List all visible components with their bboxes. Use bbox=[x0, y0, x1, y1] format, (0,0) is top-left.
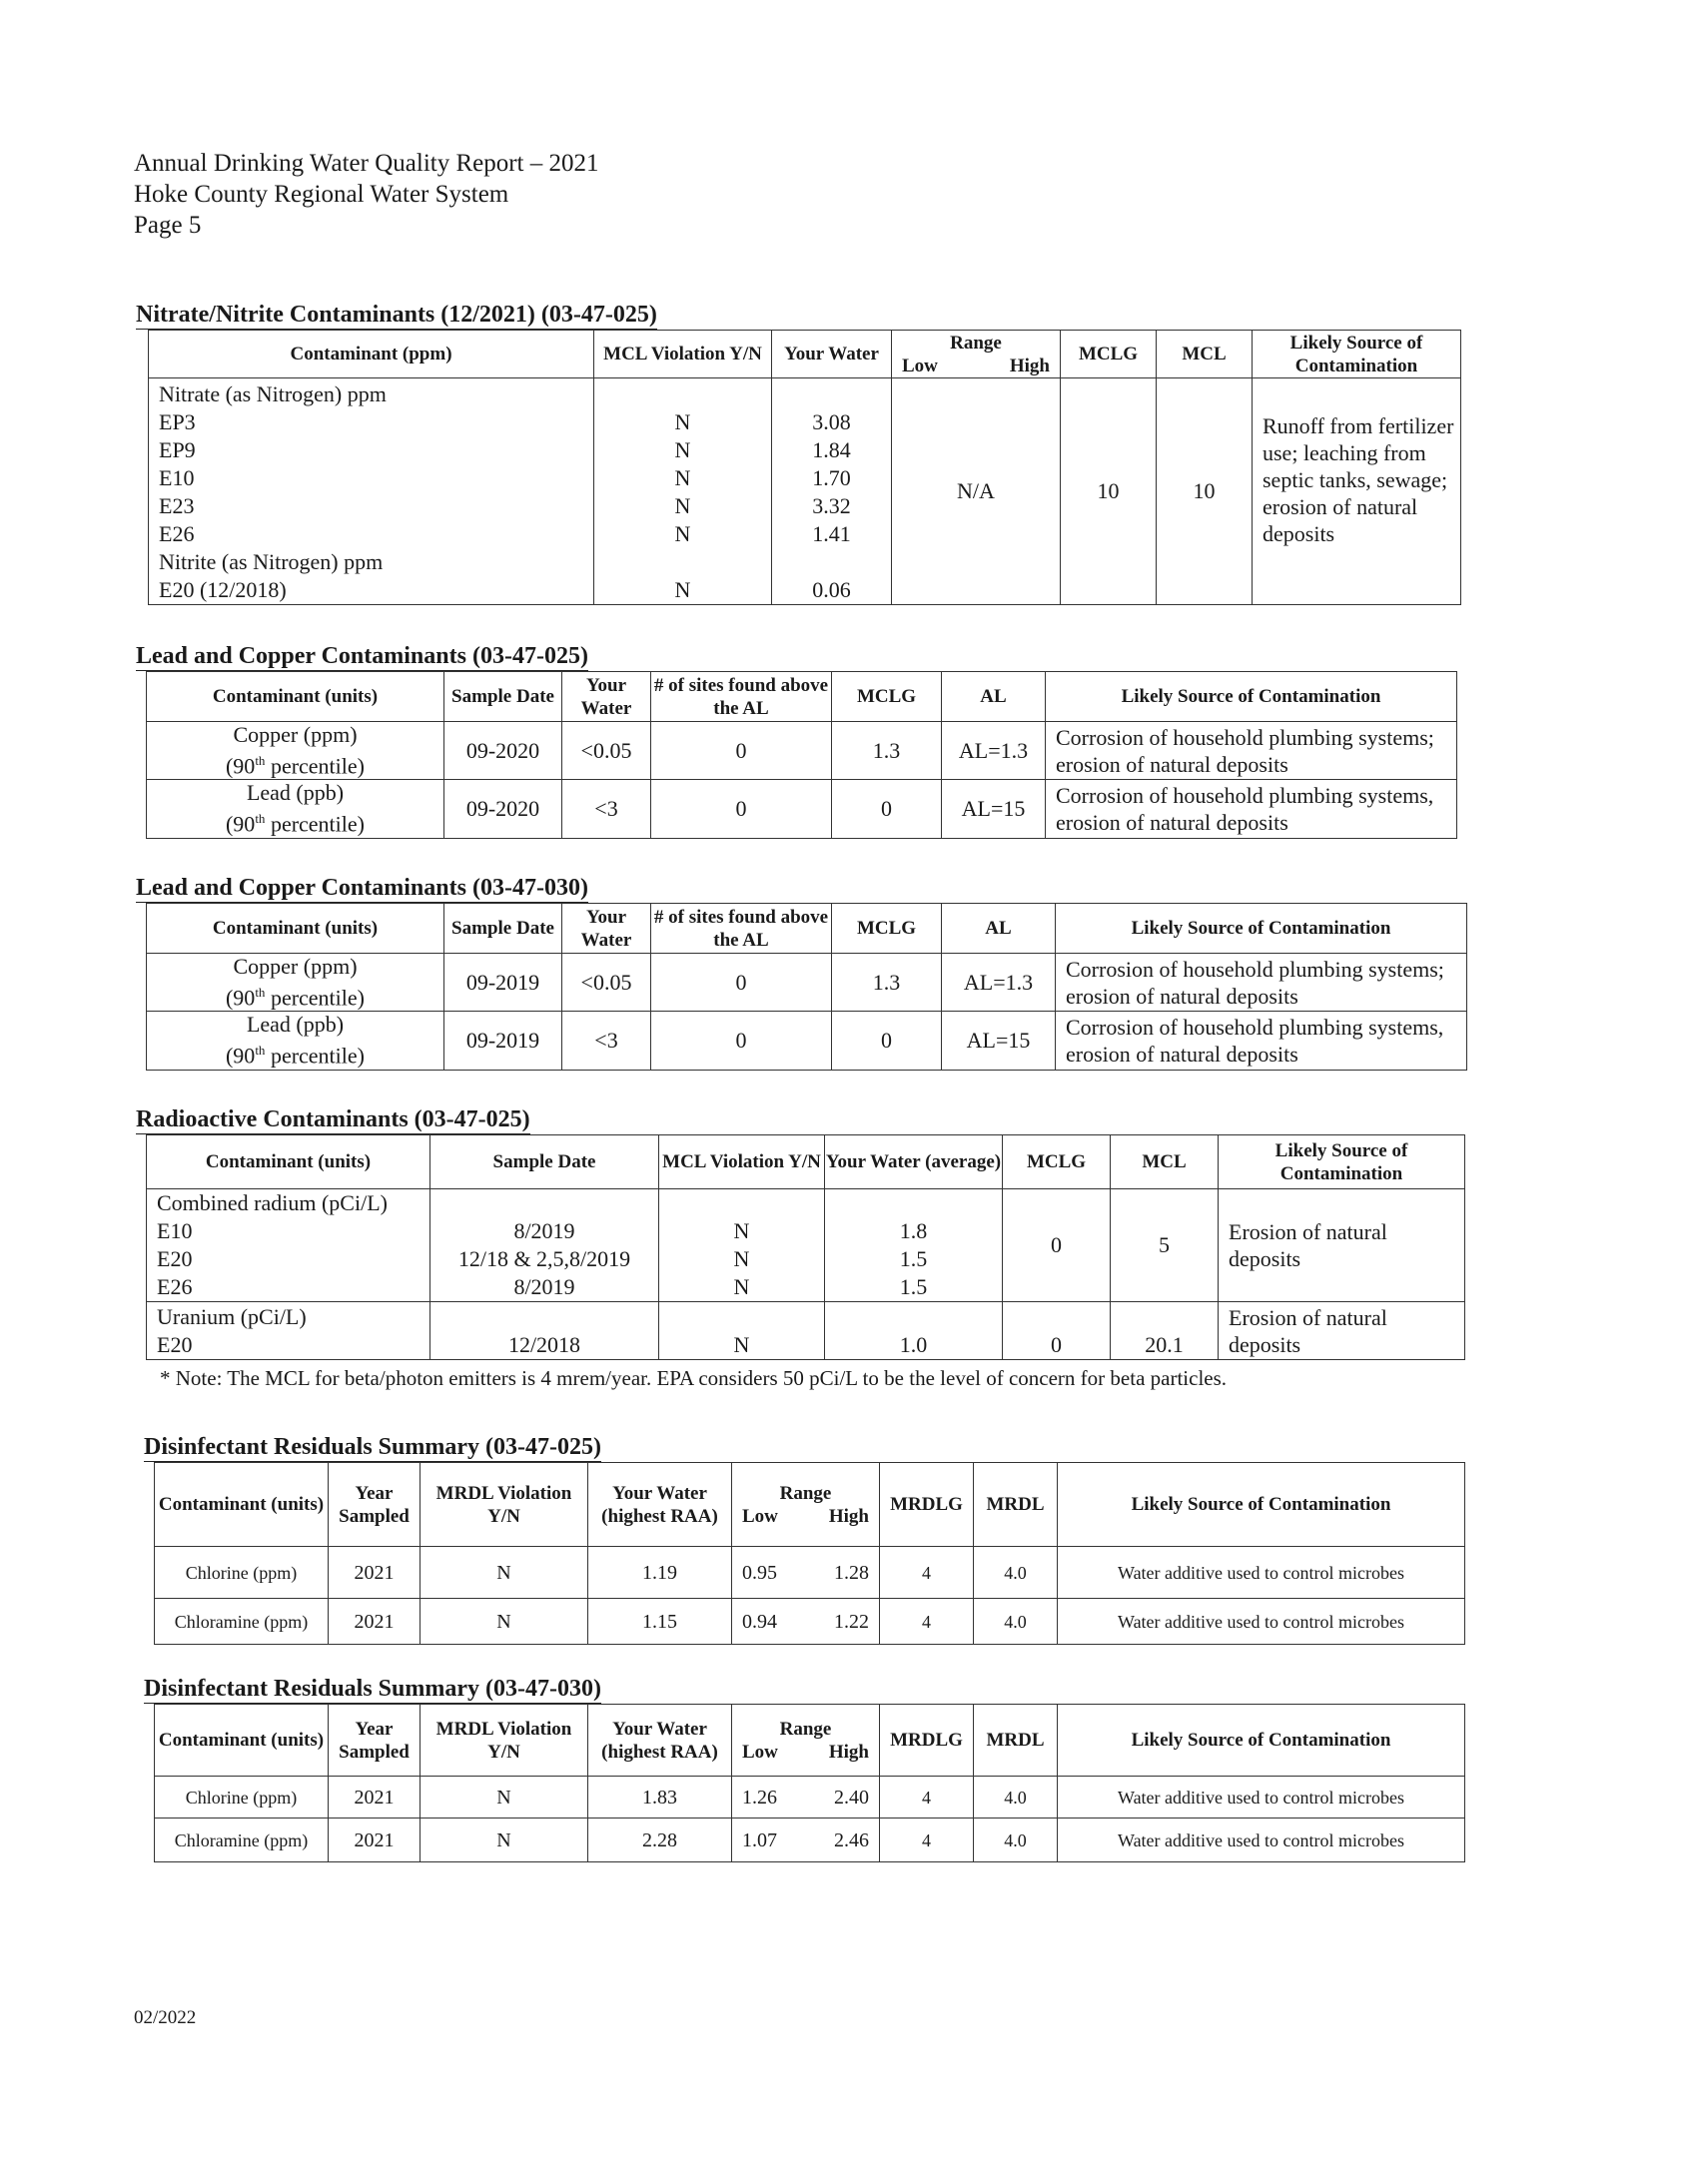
violation-value: N bbox=[674, 521, 691, 546]
nitrate-title: Nitrate/Nitrite Contaminants (12/2021) (03-47-025) bbox=[136, 302, 657, 328]
source-cell: Corrosion of household plumbing systems; erosion of natural deposits bbox=[1046, 722, 1457, 780]
table-row bbox=[147, 1189, 1465, 1302]
water-value: 1.84 bbox=[812, 437, 851, 462]
col-mrdl-violation: MRDL Violation Y/N bbox=[421, 1705, 588, 1777]
col-range bbox=[892, 331, 1061, 378]
contaminant-cell: Chloramine (ppm) bbox=[155, 1599, 329, 1645]
col-sample-date: Sample Date bbox=[444, 672, 562, 722]
contaminant-name: Lead (ppb) bbox=[246, 1012, 345, 1038]
list-item: EP9 bbox=[159, 437, 196, 462]
range-low-label: Low bbox=[742, 1741, 778, 1763]
nitrate-section bbox=[134, 302, 1461, 605]
nitrate-names-cell bbox=[149, 378, 594, 605]
contaminant-name: Copper (ppm) bbox=[233, 722, 358, 747]
water-cell: 2.28 bbox=[588, 1819, 732, 1862]
range-low: 1.07 bbox=[742, 1828, 777, 1851]
year-cell: 2021 bbox=[329, 1599, 421, 1645]
water-cell: 1.83 bbox=[588, 1777, 732, 1819]
violation-value: N bbox=[674, 437, 691, 462]
range-label: Range bbox=[779, 1482, 832, 1504]
col-mcl: MCL bbox=[1157, 331, 1253, 378]
water-value: 3.08 bbox=[812, 409, 851, 434]
range-high: 2.40 bbox=[834, 1786, 869, 1809]
col-contaminant: Contaminant (units) bbox=[147, 904, 444, 954]
nitrate-violation-cell bbox=[594, 378, 772, 605]
water-value: 1.70 bbox=[812, 465, 851, 490]
table-row bbox=[155, 1777, 1465, 1819]
page-number: Page 5 bbox=[134, 212, 202, 239]
water-value: 0.06 bbox=[812, 577, 851, 602]
dis025-section bbox=[142, 1434, 1465, 1645]
table-row bbox=[147, 954, 1467, 1012]
mrdlg-cell: 4 bbox=[880, 1599, 974, 1645]
col-mrdl: MRDL bbox=[974, 1705, 1058, 1777]
range-low: 0.95 bbox=[742, 1561, 777, 1584]
col-al: AL bbox=[942, 672, 1046, 722]
contaminant-cell bbox=[147, 1012, 444, 1070]
radium-mcl-cell: 5 bbox=[1111, 1189, 1219, 1302]
col-mrdl: MRDL bbox=[974, 1463, 1058, 1547]
col-source: Likely Source of Contamination bbox=[1058, 1705, 1465, 1777]
al-cell: AL=1.3 bbox=[942, 722, 1046, 780]
range-label: Range bbox=[950, 332, 1002, 354]
col-your-water: Your Water bbox=[772, 331, 892, 378]
range-low-label: Low bbox=[742, 1505, 778, 1527]
col-contaminant: Contaminant (units) bbox=[147, 1135, 430, 1189]
violation-value: N bbox=[733, 1218, 750, 1243]
source-cell: Corrosion of household plumbing systems; erosion of natural deposits bbox=[1056, 954, 1467, 1012]
col-sites: # of sites found above the AL bbox=[651, 904, 832, 954]
range-cell bbox=[732, 1599, 880, 1645]
col-mrdlg: MRDLG bbox=[880, 1705, 974, 1777]
uranium-mclg-cell: 0 bbox=[1003, 1302, 1111, 1360]
range-label: Range bbox=[779, 1718, 832, 1740]
sample-date-cell: 09-2019 bbox=[444, 954, 562, 1012]
report-header bbox=[134, 148, 599, 241]
range-low: 1.26 bbox=[742, 1786, 777, 1809]
violation-value: N bbox=[733, 1246, 750, 1271]
col-mclg: MCLG bbox=[832, 904, 942, 954]
nitrate-source-cell: Runoff from fertilizer use; leaching from septic tanks, sewage; erosion of natural deposits bbox=[1253, 378, 1461, 605]
dis030-title: Disinfectant Residuals Summary (03-47-030) bbox=[144, 1676, 601, 1702]
violation-value: N bbox=[674, 493, 691, 518]
table-row bbox=[155, 1547, 1465, 1599]
sites-cell: 0 bbox=[651, 780, 832, 838]
col-mcl-violation: MCL Violation Y/N bbox=[659, 1135, 825, 1189]
mrdl-cell: 4.0 bbox=[974, 1599, 1058, 1645]
source-cell: Water additive used to control microbes bbox=[1058, 1819, 1465, 1862]
violation-value bbox=[594, 548, 771, 576]
col-source: Likely Source of Contamination bbox=[1219, 1135, 1465, 1189]
list-item: E20 bbox=[157, 1331, 193, 1357]
water-value: 3.32 bbox=[812, 493, 851, 518]
nitrate-water-cell bbox=[772, 378, 892, 605]
mclg-cell: 0 bbox=[832, 780, 942, 838]
radium-water-cell bbox=[825, 1189, 1003, 1302]
lead025-table bbox=[146, 671, 1457, 839]
lead025-title: Lead and Copper Contaminants (03-47-025) bbox=[136, 643, 588, 669]
range-low-label: Low bbox=[902, 355, 938, 376]
dis030-table bbox=[154, 1704, 1465, 1862]
col-range bbox=[732, 1463, 880, 1547]
lead030-section bbox=[134, 875, 1467, 1071]
system-name: Hoke County Regional Water System bbox=[134, 181, 509, 208]
water-cell: 1.19 bbox=[588, 1547, 732, 1599]
col-contaminant: Contaminant (units) bbox=[147, 672, 444, 722]
water-value: 1.8 bbox=[899, 1218, 928, 1243]
col-mclg: MCLG bbox=[1003, 1135, 1111, 1189]
list-item: E23 bbox=[159, 493, 195, 518]
mrdl-cell: 4.0 bbox=[974, 1547, 1058, 1599]
nitrate-table bbox=[148, 330, 1461, 605]
col-year: Year Sampled bbox=[329, 1463, 421, 1547]
mrdlg-cell: 4 bbox=[880, 1547, 974, 1599]
source-cell: Water additive used to control microbes bbox=[1058, 1599, 1465, 1645]
source-cell: Water additive used to control microbes bbox=[1058, 1547, 1465, 1599]
percentile-label: (90th percentile) bbox=[225, 753, 365, 779]
sample-date: 12/18 & 2,5,8/2019 bbox=[457, 1246, 631, 1271]
uranium-source-cell: Erosion of natural deposits bbox=[1219, 1302, 1465, 1360]
water-value bbox=[772, 548, 891, 576]
radio-note: * Note: The MCL for beta/photon emitters is 4 mrem/year. EPA considers 50 pCi/L to be the level of concern for beta particles. bbox=[160, 1366, 1228, 1390]
col-source: Likely Source of Contamination bbox=[1253, 331, 1461, 378]
contaminant-cell: Chloramine (ppm) bbox=[155, 1819, 329, 1862]
dis030-section bbox=[142, 1676, 1465, 1862]
list-item: E26 bbox=[159, 521, 195, 546]
range-high-label: High bbox=[1009, 355, 1050, 376]
radium-dates-cell bbox=[430, 1189, 659, 1302]
uranium-date-cell: 12/2018 bbox=[430, 1302, 659, 1360]
water-cell: <3 bbox=[562, 1012, 651, 1070]
nitrate-mclg-cell: 10 bbox=[1061, 378, 1157, 605]
col-mrdlg: MRDLG bbox=[880, 1463, 974, 1547]
water-cell: <3 bbox=[562, 780, 651, 838]
violation-value: N bbox=[674, 409, 691, 434]
list-item: E26 bbox=[157, 1274, 193, 1299]
sites-cell: 0 bbox=[651, 954, 832, 1012]
uranium-mcl-cell: 20.1 bbox=[1111, 1302, 1219, 1360]
col-sample-date: Sample Date bbox=[444, 904, 562, 954]
radio-section bbox=[134, 1106, 1465, 1360]
mclg-cell: 0 bbox=[832, 1012, 942, 1070]
col-your-water: Your Water (average) bbox=[825, 1135, 1003, 1189]
radium-names-cell bbox=[147, 1189, 430, 1302]
mrdlg-cell: 4 bbox=[880, 1819, 974, 1862]
water-value: 1.5 bbox=[899, 1246, 928, 1271]
sites-cell: 0 bbox=[651, 722, 832, 780]
footer-date: 02/2022 bbox=[134, 2007, 197, 2028]
water-cell: 1.15 bbox=[588, 1599, 732, 1645]
water-value: 1.5 bbox=[899, 1274, 928, 1299]
al-cell: AL=15 bbox=[942, 1012, 1056, 1070]
range-high-label: High bbox=[828, 1505, 869, 1527]
year-cell: 2021 bbox=[329, 1547, 421, 1599]
year-cell: 2021 bbox=[329, 1777, 421, 1819]
table-row bbox=[155, 1599, 1465, 1645]
sample-date-cell: 09-2020 bbox=[444, 780, 562, 838]
col-contaminant: Contaminant (ppm) bbox=[149, 331, 594, 378]
range-high: 1.28 bbox=[834, 1561, 869, 1584]
violation-value bbox=[594, 380, 771, 408]
uranium-water-cell: 1.0 bbox=[825, 1302, 1003, 1360]
sample-date-cell: 09-2020 bbox=[444, 722, 562, 780]
year-cell: 2021 bbox=[329, 1819, 421, 1862]
al-cell: AL=1.3 bbox=[942, 954, 1056, 1012]
radium-violation-cell bbox=[659, 1189, 825, 1302]
col-source: Likely Source of Contamination bbox=[1056, 904, 1467, 954]
sample-date: 8/2019 bbox=[513, 1274, 575, 1299]
dis025-title: Disinfectant Residuals Summary (03-47-025) bbox=[144, 1434, 601, 1460]
list-item: E20 bbox=[157, 1246, 193, 1271]
list-item: Nitrite (as Nitrogen) ppm bbox=[159, 549, 384, 574]
list-item: E10 bbox=[157, 1218, 193, 1243]
col-your-water: Your Water bbox=[562, 904, 651, 954]
list-item: E20 (12/2018) bbox=[159, 577, 287, 602]
water-cell: <0.05 bbox=[562, 954, 651, 1012]
col-mcl: MCL bbox=[1111, 1135, 1219, 1189]
mclg-cell: 1.3 bbox=[832, 722, 942, 780]
table-row bbox=[147, 1012, 1467, 1070]
col-mclg: MCLG bbox=[1061, 331, 1157, 378]
violation-cell: N bbox=[421, 1777, 588, 1819]
table-row bbox=[147, 780, 1457, 838]
violation-value: N bbox=[674, 577, 691, 602]
mrdl-cell: 4.0 bbox=[974, 1819, 1058, 1862]
violation-cell: N bbox=[421, 1819, 588, 1862]
col-your-water: Your Water bbox=[562, 672, 651, 722]
contaminant-cell: Chlorine (ppm) bbox=[155, 1777, 329, 1819]
col-sample-date: Sample Date bbox=[430, 1135, 659, 1189]
contaminant-cell bbox=[147, 722, 444, 780]
water-value bbox=[772, 380, 891, 408]
uranium-names-cell bbox=[147, 1302, 430, 1360]
al-cell: AL=15 bbox=[942, 780, 1046, 838]
range-cell bbox=[732, 1819, 880, 1862]
col-your-water: Your Water (highest RAA) bbox=[588, 1463, 732, 1547]
col-year: Year Sampled bbox=[329, 1705, 421, 1777]
lead025-section bbox=[134, 643, 1457, 839]
water-value: 1.41 bbox=[812, 521, 851, 546]
table-row bbox=[147, 722, 1457, 780]
mclg-cell: 1.3 bbox=[832, 954, 942, 1012]
col-mcl-violation: MCL Violation Y/N bbox=[594, 331, 772, 378]
percentile-label: (90th percentile) bbox=[225, 811, 365, 837]
list-item: EP3 bbox=[159, 409, 196, 434]
dis025-table bbox=[154, 1462, 1465, 1645]
col-contaminant: Contaminant (units) bbox=[155, 1463, 329, 1547]
source-cell: Corrosion of household plumbing systems, erosion of natural deposits bbox=[1056, 1012, 1467, 1070]
col-range bbox=[732, 1705, 880, 1777]
sample-date-cell: 09-2019 bbox=[444, 1012, 562, 1070]
table-row bbox=[147, 1302, 1465, 1360]
radio-table bbox=[146, 1134, 1465, 1360]
source-cell: Water additive used to control microbes bbox=[1058, 1777, 1465, 1819]
violation-cell: N bbox=[421, 1599, 588, 1645]
col-your-water: Your Water (highest RAA) bbox=[588, 1705, 732, 1777]
range-cell bbox=[732, 1777, 880, 1819]
sample-date: 8/2019 bbox=[513, 1218, 575, 1243]
lead030-table bbox=[146, 903, 1467, 1071]
water-cell: <0.05 bbox=[562, 722, 651, 780]
violation-value: N bbox=[674, 465, 691, 490]
contaminant-name: Lead (ppb) bbox=[246, 780, 345, 806]
percentile-label: (90th percentile) bbox=[225, 985, 365, 1011]
nitrate-range-cell: N/A bbox=[892, 378, 1061, 605]
col-source: Likely Source of Contamination bbox=[1046, 672, 1457, 722]
radium-source-cell: Erosion of natural deposits bbox=[1219, 1189, 1465, 1302]
contaminant-name: Copper (ppm) bbox=[233, 954, 358, 979]
uranium-violation-cell: N bbox=[659, 1302, 825, 1360]
sites-cell: 0 bbox=[651, 1012, 832, 1070]
col-al: AL bbox=[942, 904, 1056, 954]
radio-title: Radioactive Contaminants (03-47-025) bbox=[136, 1106, 530, 1132]
radium-mclg-cell: 0 bbox=[1003, 1189, 1111, 1302]
table-row bbox=[155, 1819, 1465, 1862]
lead030-title: Lead and Copper Contaminants (03-47-030) bbox=[136, 875, 588, 901]
range-high: 2.46 bbox=[834, 1828, 869, 1851]
col-contaminant: Contaminant (units) bbox=[155, 1705, 329, 1777]
violation-value: N bbox=[733, 1274, 750, 1299]
range-cell bbox=[732, 1547, 880, 1599]
radium-label: Combined radium (pCi/L) bbox=[157, 1190, 388, 1215]
col-mclg: MCLG bbox=[832, 672, 942, 722]
col-sites: # of sites found above the AL bbox=[651, 672, 832, 722]
col-mrdl-violation: MRDL Violation Y/N bbox=[421, 1463, 588, 1547]
col-source: Likely Source of Contamination bbox=[1058, 1463, 1465, 1547]
nitrate-mcl-cell: 10 bbox=[1157, 378, 1253, 605]
contaminant-cell: Chlorine (ppm) bbox=[155, 1547, 329, 1599]
contaminant-cell bbox=[147, 954, 444, 1012]
contaminant-cell bbox=[147, 780, 444, 838]
range-high: 1.22 bbox=[834, 1610, 869, 1633]
uranium-label: Uranium (pCi/L) bbox=[157, 1303, 307, 1329]
mrdlg-cell: 4 bbox=[880, 1777, 974, 1819]
list-item: Nitrate (as Nitrogen) ppm bbox=[159, 381, 387, 406]
source-cell: Corrosion of household plumbing systems, erosion of natural deposits bbox=[1046, 780, 1457, 838]
list-item: E10 bbox=[159, 465, 195, 490]
report-title: Annual Drinking Water Quality Report – 2021 bbox=[134, 150, 599, 177]
range-low: 0.94 bbox=[742, 1610, 777, 1633]
mrdl-cell: 4.0 bbox=[974, 1777, 1058, 1819]
violation-cell: N bbox=[421, 1547, 588, 1599]
range-high-label: High bbox=[828, 1741, 869, 1763]
percentile-label: (90th percentile) bbox=[225, 1043, 365, 1069]
